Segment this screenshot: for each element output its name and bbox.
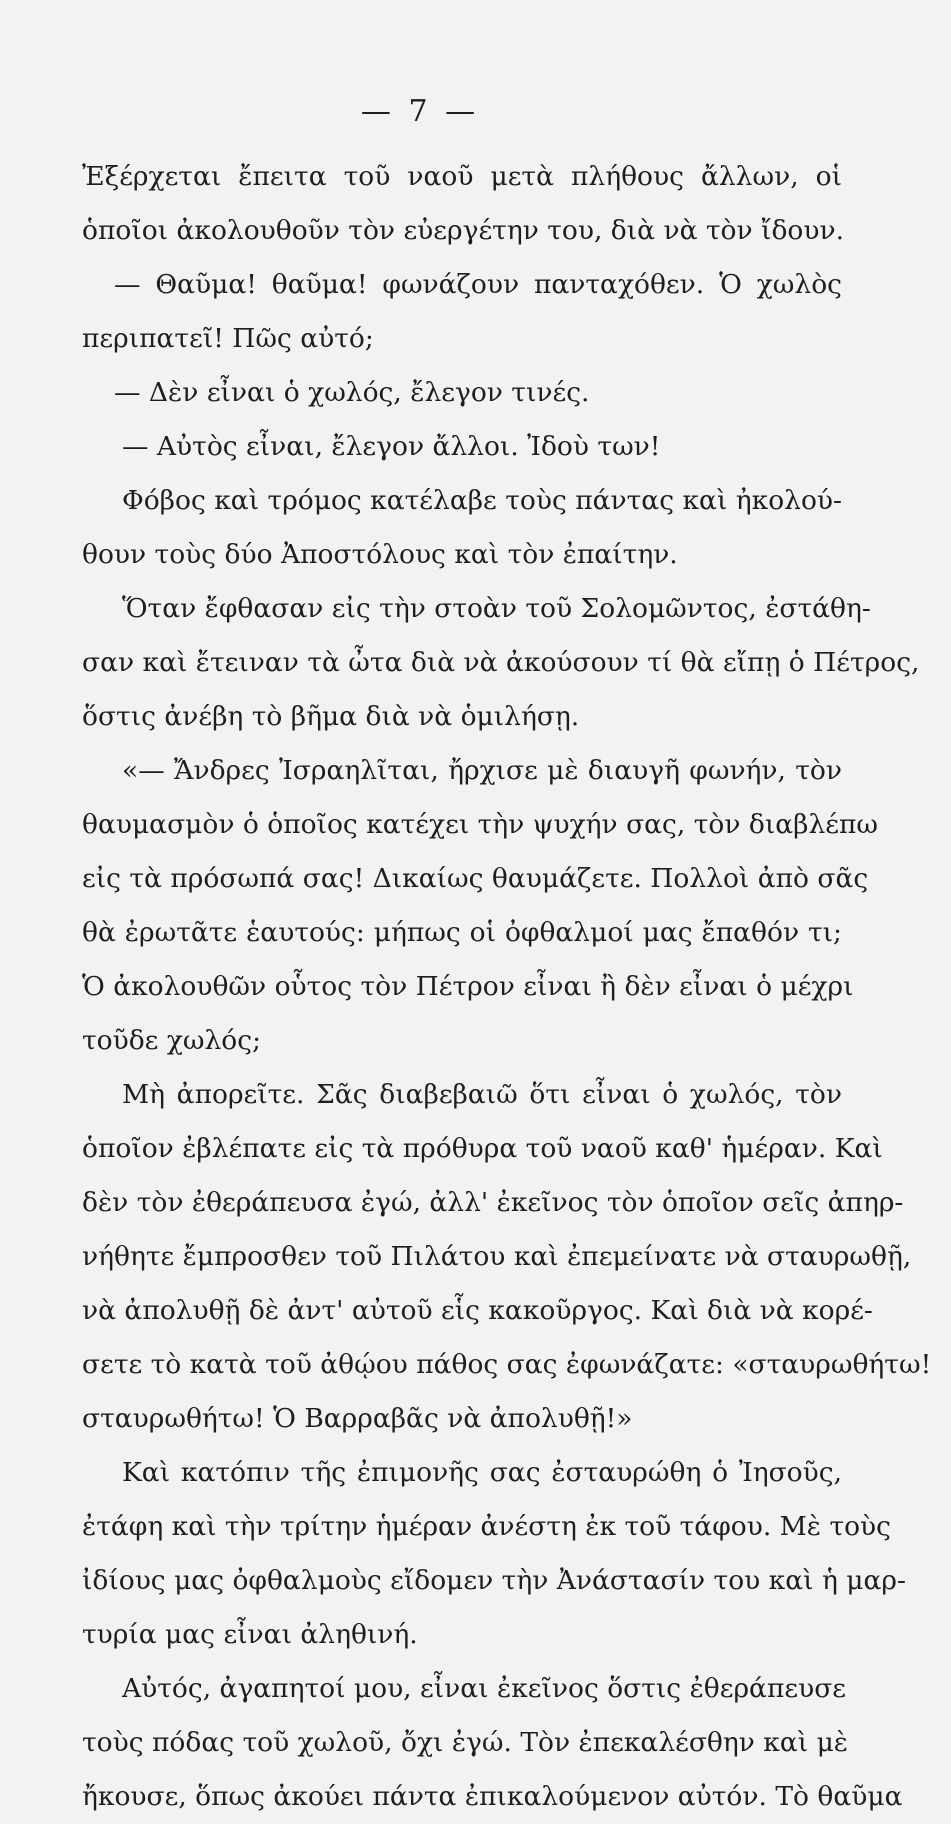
text-line: ἐτάφη καὶ τὴν τρίτην ἡμέραν ἀνέστη ἐκ τοῦ τάφου. Μὲ τοὺς [82,1511,892,1542]
text-line: τυρία μας εἶναι ἀληθινή. [82,1619,418,1650]
text-line: ὅστις ἀνέβη τὸ βῆμα διὰ νὰ ὁμιλήσῃ. [82,701,580,732]
text-line: θουν τοὺς δύο Ἀποστόλους καὶ τὸν ἐπαίτην. [82,539,678,570]
text-line: Μὴ ἀπορεῖτε. Σᾶς διαβεβαιῶ ὅτι εἶναι ὁ χωλός, τὸν [122,1079,842,1110]
text-line: τοὺς πόδας τοῦ χωλοῦ, ὄχι ἐγώ. Τὸν ἐπεκαλέσθην καὶ μὲ [82,1727,849,1758]
text-line: — Αὐτὸς εἶναι, ἔλεγον ἄλλοι. Ἰδοὺ των! [122,431,661,462]
text-line: εἰς τὰ πρόσωπά σας! Δικαίως θαυμάζετε. Πολλοὶ ἀπὸ σᾶς [82,863,869,894]
text-line: νὰ ἀπολυθῇ δὲ ἀντ' αὐτοῦ εἷς κακοῦργος. Καὶ διὰ νὰ κορέ- [82,1295,873,1326]
body-text [82,150,932,1824]
text-line: σετε τὸ κατὰ τοῦ ἀθῴου πάθος σας ἐφωνάζατε: «σταυρωθήτω! [82,1349,932,1380]
page-number: — 7 — [360,94,480,129]
text-line: θὰ ἐρωτᾶτε ἑαυτούς: μήπως οἱ ὀφθαλμοί μας ἔπαθόν τι; [82,917,842,948]
text-line: Φόβος καὶ τρόμος κατέλαβε τοὺς πάντας καὶ ἠκολού- [122,485,842,516]
text-line: περιπατεῖ! Πῶς αὐτό; [82,323,374,354]
text-line: ἰδίους μας ὀφθαλμοὺς εἴδομεν τὴν Ἀνάστασίν του καὶ ἡ μαρ- [82,1565,906,1596]
text-line: ἤκουσε, ὅπως ἀκούει πάντα ἐπικαλούμενον αὐτόν. Τὸ θαῦμα [82,1781,903,1812]
text-line: Ἐξέρχεται ἔπειτα τοῦ ναοῦ μετὰ πλήθους ἄλλων, οἱ [82,161,842,192]
text-line: τοῦδε χωλός; [82,1025,262,1056]
text-line: θαυμασμὸν ὁ ὁποῖος κατέχει τὴν ψυχήν σας, τὸν διαβλέπω [82,809,878,840]
text-line: «— Ἄνδρες Ἰσραηλῖται, ἤρχισε μὲ διαυγῆ φωνήν, τὸν [122,755,842,786]
text-line: Ὅταν ἔφθασαν εἰς τὴν στοὰν τοῦ Σολομῶντος, ἐστάθη- [122,593,871,624]
text-line: ὁποῖον ἐβλέπατε εἰς τὰ πρόθυρα τοῦ ναοῦ καθ' ἡμέραν. Καὶ [82,1133,883,1164]
text-line: Καὶ κατόπιν τῆς ἐπιμονῆς σας ἐσταυρώθη ὁ Ἰησοῦς, [122,1457,842,1488]
text-line: ὁποῖοι ἀκολουθοῦν τὸν εὐεργέτην του, διὰ νὰ τὸν ἴδουν. [82,215,844,246]
text-line: — Θαῦμα! θαῦμα! φωνάζουν πανταχόθεν. Ὁ χωλὸς [114,269,842,300]
text-line: Αὐτός, ἀγαπητοί μου, εἶναι ἐκεῖνος ὅστις ἐθεράπευσε [122,1673,847,1704]
text-line: νήθητε ἔμπροσθεν τοῦ Πιλάτου καὶ ἐπεμείνατε νὰ σταυρωθῇ, [82,1241,912,1272]
text-line: σαν καὶ ἔτειναν τὰ ὦτα διὰ νὰ ἀκούσουν τί θὰ εἴπῃ ὁ Πέτρος, [82,647,920,678]
text-line: σταυρωθήτω! Ὁ Βαρραβᾶς νὰ ἀπολυθῇ!» [82,1403,633,1434]
text-line: — Δὲν εἶναι ὁ χωλός, ἔλεγον τινές. [114,377,590,408]
text-line: δὲν τὸν ἐθεράπευσα ἐγώ, ἀλλ' ἐκεῖνος τὸν ὁποῖον σεῖς ἀπηρ- [82,1187,904,1218]
text-line: Ὁ ἀκολουθῶν οὗτος τὸν Πέτρον εἶναι ἢ δὲν εἶναι ὁ μέχρι [82,971,854,1002]
